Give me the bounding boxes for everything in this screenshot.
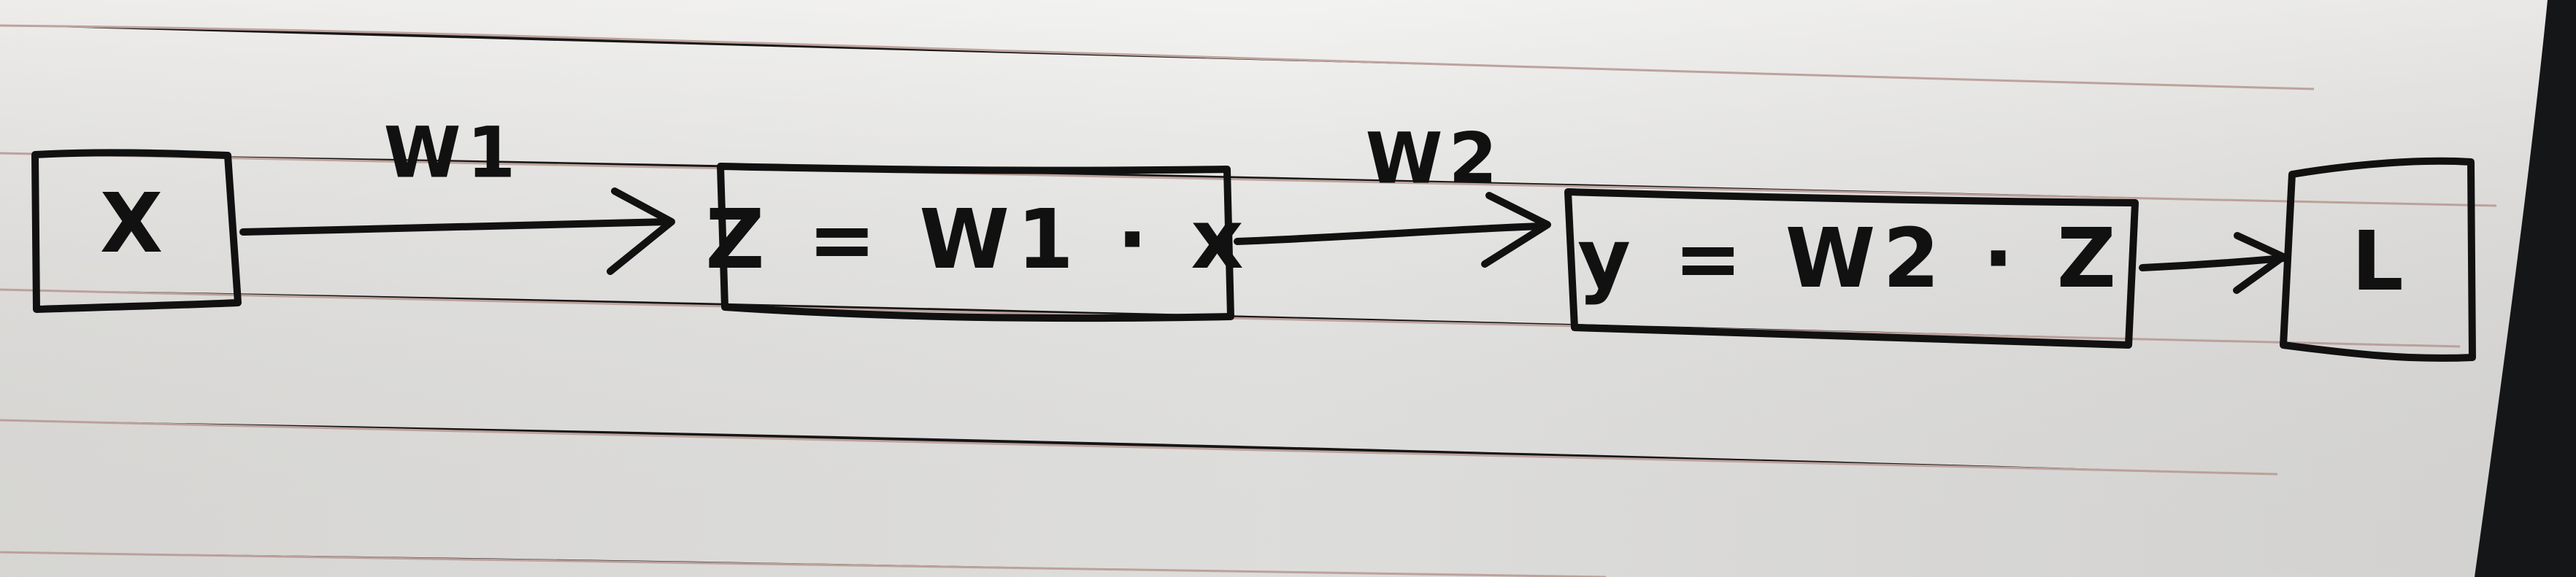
edge-to-loss bbox=[2142, 236, 2283, 290]
node-loss bbox=[2283, 161, 2472, 358]
node-z bbox=[705, 166, 1250, 318]
loss-label: L bbox=[2351, 214, 2411, 309]
arrow-y-to-l bbox=[2142, 258, 2283, 268]
node-y bbox=[1568, 192, 2135, 345]
arrowhead bbox=[610, 191, 672, 271]
w1-label: W1 bbox=[383, 112, 522, 194]
arrow-x-to-z bbox=[243, 222, 668, 232]
z-label: Z = W1 · x bbox=[705, 192, 1251, 287]
y-label: y = W2 · Z bbox=[1577, 211, 2124, 306]
edge-w2 bbox=[1237, 117, 1547, 264]
node-input-x bbox=[35, 152, 238, 309]
input-label: X bbox=[99, 176, 171, 271]
arrow-z-to-y bbox=[1237, 226, 1540, 241]
w2-label: W2 bbox=[1365, 117, 1504, 200]
edge-w1 bbox=[243, 112, 672, 271]
